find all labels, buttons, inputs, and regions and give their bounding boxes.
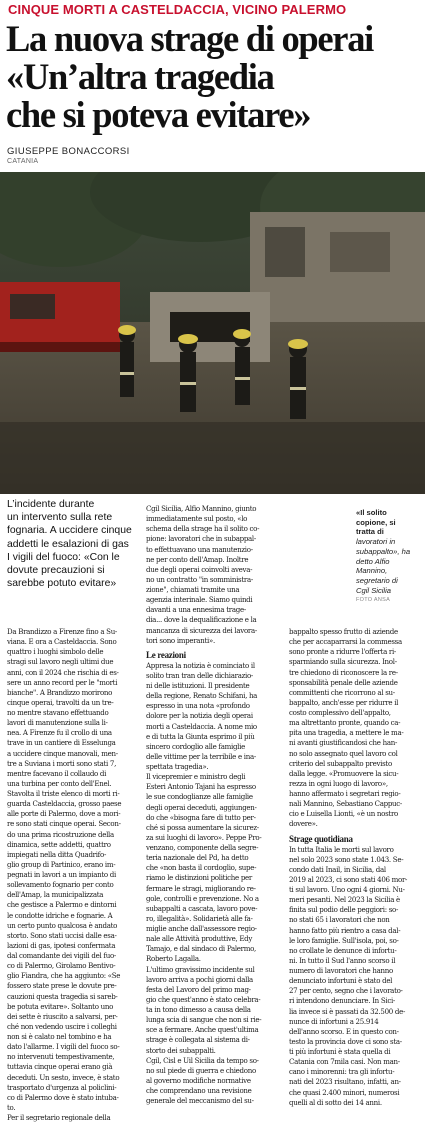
article-line: gole, controlli e prevenzione. No a	[146, 893, 259, 903]
article-line: denunciato infortuni è stato del	[289, 976, 393, 986]
article-line: viana. E ora a Casteldaccia. Sono	[7, 637, 117, 647]
article-line: nali Mannino, Sebastiano Cappuc-	[289, 799, 403, 809]
article-line: mentre facevano il collaudo di	[7, 768, 107, 778]
article-line: 2019 al 2023, ci sono stati 406 mor-	[289, 874, 408, 884]
article-line: za sui luoghi di lavoro». Peppe Pro-	[146, 832, 262, 842]
article-line: che quasi 2.400 minori, numerosi	[289, 1087, 400, 1097]
article-line: due degli operai coinvolti aveva-	[146, 564, 253, 574]
pull-quote-line: copione, si	[356, 517, 396, 527]
article-line: Stavolta il triste elenco di morti ri-	[7, 789, 120, 798]
article-line: bappalto spesso frutto di aziende	[289, 627, 398, 636]
article-line: Cgil, Cisl e Uil Sicilia da tempo so-	[146, 1055, 259, 1065]
article-line: tre chiedono di riconoscere la re-	[289, 667, 398, 677]
article-line: re sono stati cinque operai. Secon-	[7, 819, 121, 829]
article-line: che «non basta il cordoglio, supe-	[146, 863, 257, 873]
article-line: to effettuavano una manutenzio-	[146, 544, 253, 554]
article-line: tuttavia cinque operai erano già	[7, 1062, 113, 1072]
article-line: alle porte di Palermo, dove a mori-	[7, 809, 121, 819]
article-line: hanno affermato i segretari regio-	[289, 789, 401, 798]
column-2-body	[146, 661, 278, 1107]
article-line: venzano, componente della segre-	[146, 843, 259, 852]
article-line: schema della strage ha il solito co-	[146, 524, 260, 534]
article-line: no sul piede di guerra e chiedono	[146, 1065, 256, 1075]
article-line: numero di lavoratori che hanno	[289, 966, 393, 975]
article-line: lia invece si è passati da 32.500 de-	[289, 1006, 406, 1016]
article-line: gio che quest'anno è stato celebra-	[146, 994, 261, 1004]
article-line: lavori di manutenzione sulla li-	[7, 718, 108, 728]
article-line: nel solo 2023 sono state 1.043. Se-	[289, 854, 404, 864]
article-line: ché non vedendo uscire i colleghi	[7, 1021, 117, 1031]
article-line: strage è collegata al sistema di-	[146, 1035, 250, 1045]
headline	[6, 20, 421, 134]
pull-quote-line: Mannino,	[356, 566, 388, 576]
article-line: dell'Amap, la municipalizzata	[7, 890, 104, 900]
article-line: do una prima ricostruzione della	[7, 829, 114, 839]
article-line: ta in tono dimesso a causa della	[146, 1005, 251, 1014]
article-line: dal comandante dei vigili del fuo-	[7, 951, 116, 960]
article-line: ro, illegalità». Solidarietà alle fa-	[146, 913, 253, 923]
article-line: testo la provincia dove ci sono sta-	[289, 1036, 402, 1046]
article-line: un certo punto qualcosa è andato	[7, 920, 118, 930]
article-line: festa del Lavoro del primo mag-	[146, 984, 251, 994]
article-line: co di Palermo dove è stato intuba-	[7, 1092, 119, 1102]
pull-quote-line: detto Alfio	[356, 556, 390, 566]
article-line: bappalto, anch'esse per ridurre il	[289, 697, 399, 707]
article-line: dato l'allarme. I vigili del fuoco so-	[7, 1042, 120, 1052]
article-line: davanti a una ennesima trage-	[146, 605, 246, 615]
article-line: quattro i luoghi simbolo delle	[7, 647, 104, 657]
article-line: Esteri Antonio Tajani ha espresso	[146, 782, 256, 792]
article-line: ma altrettanto pronte, quando ca-	[289, 718, 401, 728]
news-photo-illustration	[0, 172, 425, 494]
article-line: Tamajo, e dal sindaco di Palermo,	[146, 944, 257, 954]
article-line: sparmiando sulla sicurezza. Inol-	[289, 657, 397, 667]
article-line: no un contratto "in somministra-	[146, 574, 253, 584]
article-line: nunce di infortuni a 25.914	[289, 1016, 379, 1026]
headline-line: che si poteva evitare»	[6, 94, 311, 135]
article-line: to.	[7, 1102, 16, 1112]
article-line: pita una tragedia, a mettere le ma-	[289, 728, 404, 738]
article-line: rezza in ogni luogo di lavoro»,	[289, 778, 388, 788]
article-line: storto dei subappalti.	[146, 1045, 216, 1055]
article-line: nale alle Attività produttive, Edy	[146, 934, 253, 944]
article-line: ni. In tutto il Sud l'anno scorso il	[289, 955, 396, 965]
article-line: L'ultimo gravissimo incidente sul	[146, 964, 255, 974]
article-line: quelli al di sotto dei 14 anni.	[289, 1097, 382, 1107]
article-line: pione: lavoratori che in subappal-	[146, 534, 256, 544]
article-line: spettata tragedia».	[146, 762, 209, 771]
article-line: glio Fiandra, che ha aggiunto: «Se	[7, 971, 121, 981]
article-line: espresso in una nota «profondo	[146, 701, 250, 711]
article-line: ni avanti giustificandosi che han-	[289, 738, 398, 748]
article-line: delle vittime per la terribile e ina-	[146, 751, 256, 761]
article-line: be potuta evitare». Soltanto uno	[7, 1001, 114, 1011]
article-line: le loro famiglie. Sull'isola, poi, so-	[289, 935, 399, 945]
article-line: nati del 2023 risultano, infatti, an-	[289, 1077, 401, 1087]
article-line: cauzioni questa tragedia si sareb-	[7, 991, 118, 1001]
article-line: dia... dove la dequalificazione e la	[146, 615, 257, 625]
news-photo	[0, 172, 425, 494]
photo-credit: FOTO ANSA	[356, 597, 391, 604]
article-line: co di Palermo, Girolamo Bentivo-	[7, 961, 116, 971]
article-line: trave in un cantiere di Esselunga	[7, 738, 116, 748]
article-line: immediatamente sul posto, «lo	[146, 514, 248, 524]
article-line: tori sono imperanti».	[146, 635, 215, 645]
article-line: sere un anno record per le "morti	[7, 677, 118, 687]
article-line: al governo modifiche normative	[146, 1075, 251, 1085]
article-line: sponsabilità penale delle aziende	[289, 677, 398, 687]
article-line: ti più infortuni è stata quella di	[289, 1047, 391, 1056]
article-line: generale del meccanismo del su-	[146, 1096, 254, 1106]
article-line: morti a Casteldaccia. A nome mio	[146, 721, 257, 731]
article-line: sce a fermare. Anche quest'ultima	[146, 1025, 259, 1035]
caption-line: un intervento sulla rete	[7, 512, 113, 524]
article-line: hanno fatto più rientro a casa dal-	[289, 925, 401, 935]
caption-line: L’incidente durante	[7, 499, 95, 510]
column-2-lead	[146, 504, 278, 646]
article-line: a uccidere cinque manovali, men-	[7, 748, 118, 758]
article-line: stragi sul lavoro negli ultimi due	[7, 657, 114, 667]
article-line: guarda Casteldaccia, grosso paese	[7, 799, 122, 809]
article-line: impiegati nella ditta Quadrifo-	[7, 849, 107, 859]
pull-quote-line: Cgil Sicilia	[356, 585, 392, 595]
article-line: non si è calato nel tombino e ha	[7, 1032, 112, 1041]
article-line: le condotte idriche e fognarie. A	[7, 910, 113, 920]
article-line: che gestisce a Palermo e dintorni	[7, 900, 117, 910]
article-line: dell'anno scorso. E in questo con-	[289, 1026, 399, 1036]
article-line: pegnati in lavori a un impianto di	[7, 870, 116, 879]
article-line: ti sul lavoro. Uno ogni 4 giorni. Nu-	[289, 885, 405, 894]
article-line: deceduti. Un sesto, invece, è stato	[7, 1072, 120, 1082]
article-column-2	[146, 504, 278, 1106]
article-line: lavoro arriva a pochi giorni dalla	[146, 974, 253, 984]
article-line: e di tutta la Giunta esprimo il più	[146, 731, 255, 741]
article-column-3	[289, 627, 419, 1108]
article-line: finita sul podio delle peggiori: so-	[289, 905, 399, 915]
pull-quote-line: «Il solito	[356, 508, 387, 517]
section-heading-reazioni: Le reazioni	[146, 649, 186, 660]
column-3-body	[289, 845, 419, 1108]
article-line: sincero cordoglio alle famiglie	[146, 741, 245, 751]
article-line: 27 per cento, segno che i lavorato-	[289, 986, 403, 996]
caption-line: fognaria. A uccidere cinque	[7, 525, 132, 537]
kicker: CINQUE MORTI A CASTELDACCIA, VICINO PALERMO	[8, 2, 347, 17]
article-line: dovere».	[289, 819, 318, 829]
caption-line: sarebbe potuto evitare»	[7, 578, 117, 590]
article-line: storto. Sono stati uccisi dalle esa-	[7, 930, 117, 940]
pull-quote-line: segretario di	[356, 575, 398, 585]
article-line: Per il segretario regionale della	[7, 1113, 111, 1122]
article-line: miglie anche dall'assessore regio-	[146, 924, 257, 933]
article-line: le sue condoglianze alle famiglie	[146, 792, 253, 802]
photo-caption	[7, 498, 139, 590]
article-line: sollevamento fognario per conto	[7, 880, 114, 890]
byline: GIUSEPPE BONACCORSI	[7, 146, 130, 157]
article-line: no solo assegnato quel lavoro col	[289, 748, 398, 758]
article-line: meri pesanti. Nel 2023 la Sicilia è	[289, 895, 400, 905]
article-line: Catania con 7mila casi. Non man-	[289, 1057, 400, 1067]
caption-line: I vigili del fuoco: «Con le	[7, 551, 120, 563]
article-line: riamo le distinzioni politiche per	[146, 873, 252, 883]
article-line: no mentre stavano effettuando	[7, 708, 109, 717]
article-line: sono pronte a ridurre l'offerta ri-	[289, 647, 397, 657]
article-line: Il vicepremier e ministro degli	[146, 772, 246, 782]
column-3-lead	[289, 627, 419, 830]
dateline: CATANIA	[7, 158, 39, 165]
article-line: mancanza di sicurezza dei lavora-	[146, 625, 257, 635]
article-line: dinamica, sette addetti, quattro	[7, 839, 111, 849]
article-line: costo complessivo dell'appalto,	[289, 708, 391, 717]
article-line: trasportato d'urgenza al policlini-	[7, 1082, 117, 1092]
article-line: no intervenuti tempestivamente,	[7, 1052, 115, 1062]
pull-quote	[356, 508, 424, 606]
article-line: che comprendano una revisione	[146, 1086, 252, 1095]
article-line: nea. A Firenze fu il crollo di una	[7, 728, 112, 738]
article-line: anni, con il 2024 che rischia di es-	[7, 667, 119, 677]
headline-line: La nuova strage di operai	[6, 18, 373, 59]
article-line: criterio del subappalto previsto	[289, 758, 392, 768]
article-line: cio e Luisella Lionti, «è un nostro	[289, 809, 398, 819]
article-column-1	[7, 627, 139, 1123]
pull-quote-line: subappalto», ha	[356, 546, 411, 556]
article-line: zione", chiamati tramite una	[146, 585, 240, 594]
caption-line: dovute precauzioni si	[7, 565, 105, 577]
article-line: ché si possa aumentare la sicurez-	[146, 822, 259, 832]
article-line: tre a Suviana i morti sono stati 7,	[7, 758, 117, 768]
article-line: che per accaparrarsi la commessa	[289, 637, 402, 647]
article-line: do che «bisogna fare di tutto per-	[146, 812, 256, 822]
article-line: dolore per la notizia degli operai	[146, 711, 253, 721]
article-line: teria nazionale del Pd, ha detto	[146, 853, 249, 863]
article-line: una turbina per conto dell'Enel.	[7, 778, 112, 788]
article-line: condo dati Inail, in Sicilia, dal	[289, 864, 386, 874]
pull-quote-line: lavoratori in	[356, 537, 396, 547]
article-line: ni delle istituzioni. Il presidente	[146, 681, 250, 690]
article-line: bianche". A Brandizzo morirono	[7, 687, 113, 697]
article-line: cano i minorenni: tra gli infortu-	[289, 1067, 395, 1077]
article-line: dalla legge. «Promuovere la sicu-	[289, 768, 399, 778]
article-line: della regione, Renato Schifani, ha	[146, 691, 258, 701]
article-line: Cgil Sicilia, Alfio Mannino, giunto	[146, 504, 257, 513]
headline-line: «Un’altra tragedia	[6, 56, 274, 97]
article-line: no crollate le denunce di infortu-	[289, 945, 397, 955]
article-line: lazioni di gas, ipotesi confermata	[7, 940, 116, 950]
article-line: cinque operai, travolti da un tre-	[7, 697, 114, 707]
article-line: dei sette è riuscito a salvarsi, per-	[7, 1011, 118, 1021]
article-line: subappalti a cascata, lavoro pove-	[146, 903, 258, 913]
pull-quote-line: tratta di	[356, 527, 384, 537]
section-heading-strage-quotidiana: Strage quotidiana	[289, 833, 353, 844]
article-line: agenzia interinale. Siamo quindi	[146, 595, 253, 605]
article-line: ri intendono denunciare. In Sici-	[289, 996, 396, 1006]
article-line: glio group di Partinico, erano im-	[7, 859, 116, 869]
article-line: fossero state prese le dovute pre-	[7, 981, 117, 991]
article-line: Roberto Lagalla.	[146, 954, 201, 964]
article-line: degli operai deceduti, aggiungen-	[146, 802, 257, 812]
caption-line: addetti le esalazioni di gas	[7, 538, 129, 550]
article-line: solito tran tran delle dichiarazio-	[146, 670, 254, 680]
article-line: fermare le stragi, migliorando re-	[146, 883, 256, 893]
article-line: Appresa la notizia è cominciato il	[146, 660, 255, 670]
article-line: no stati 65 i lavoratori che non	[289, 915, 390, 925]
article-line: lunga scia di sangue che non si rie-	[146, 1015, 262, 1025]
article-line: committenti che ricorrono al su-	[289, 687, 395, 697]
article-line: Da Brandizzo a Firenze fino a Su-	[7, 627, 118, 636]
article-line: In tutta Italia le morti sul lavoro	[289, 844, 394, 854]
article-line: ne per conto dell'Amap. Inoltre	[146, 554, 249, 564]
